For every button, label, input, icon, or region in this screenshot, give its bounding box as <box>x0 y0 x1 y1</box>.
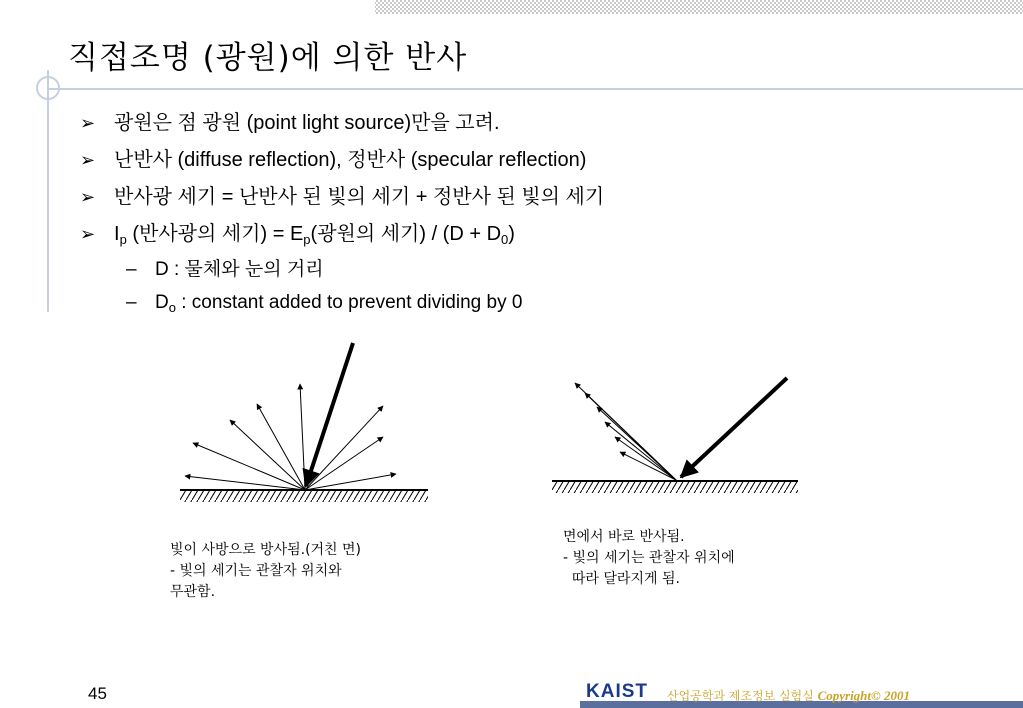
constant-d-subscript: o <box>168 300 176 315</box>
specular-ray-6 <box>620 452 676 480</box>
formula-mid2: (광원의 세기) / (D + D <box>310 223 502 245</box>
formula-d-subscript: 0 <box>501 232 509 247</box>
sub-bullet-text: D : 물체와 눈의 거리 <box>155 259 324 280</box>
page-number: 45 <box>88 684 107 703</box>
specular-ray-3 <box>597 407 676 480</box>
arrowhead-bullet-icon: ➢ <box>80 113 96 133</box>
diffuse-caption: 빛이 사방으로 방사됨.(거친 면) - 빛의 세기는 관찰자 위치와 무관함. <box>170 542 362 600</box>
arrowhead-bullet-icon: ➢ <box>80 150 96 170</box>
specular-surface-hatch <box>552 481 798 493</box>
dash-bullet-icon: – <box>126 259 137 280</box>
formula-end: ) <box>508 223 515 245</box>
footer-credit <box>667 687 910 704</box>
footer-department: 산업공학과 제조정보 실험실 <box>667 689 818 703</box>
formula-i-subscript: p <box>119 232 127 247</box>
slide-title: 직접조명 (광원)에 의한 반사 <box>68 40 468 76</box>
formula-e-subscript: p <box>303 232 311 247</box>
specular-incident-ray <box>681 378 787 477</box>
arrowhead-bullet-icon: ➢ <box>80 224 96 244</box>
formula-i: I <box>114 223 120 245</box>
constant-d: D <box>155 292 169 313</box>
footer-copyright: Copyright© 2001 <box>817 688 910 703</box>
specular-caption: 면에서 바로 반사됨. - 빛의 세기는 관찰자 위치에 따라 달라지게 됨. <box>563 529 735 587</box>
specular-ray-4 <box>605 422 676 480</box>
bullet-text: 반사광 세기 = 난반사 된 빛의 세기 + 정반사 된 빛의 세기 <box>114 186 605 208</box>
bullet-text: 광원은 점 광원 (point light source)만을 고려. <box>114 112 500 134</box>
bullet-text: 난반사 (diffuse reflection), 정반사 (specular reflection) <box>114 149 587 171</box>
specular-ray-5 <box>615 437 676 480</box>
formula-mid1: (반사광의 세기) = E <box>126 223 304 245</box>
constant-description: : constant added to prevent dividing by 0 <box>175 292 523 313</box>
arrowhead-bullet-icon: ➢ <box>80 187 96 207</box>
dash-bullet-icon: – <box>126 292 137 313</box>
kaist-logo: KAIST <box>586 681 648 702</box>
